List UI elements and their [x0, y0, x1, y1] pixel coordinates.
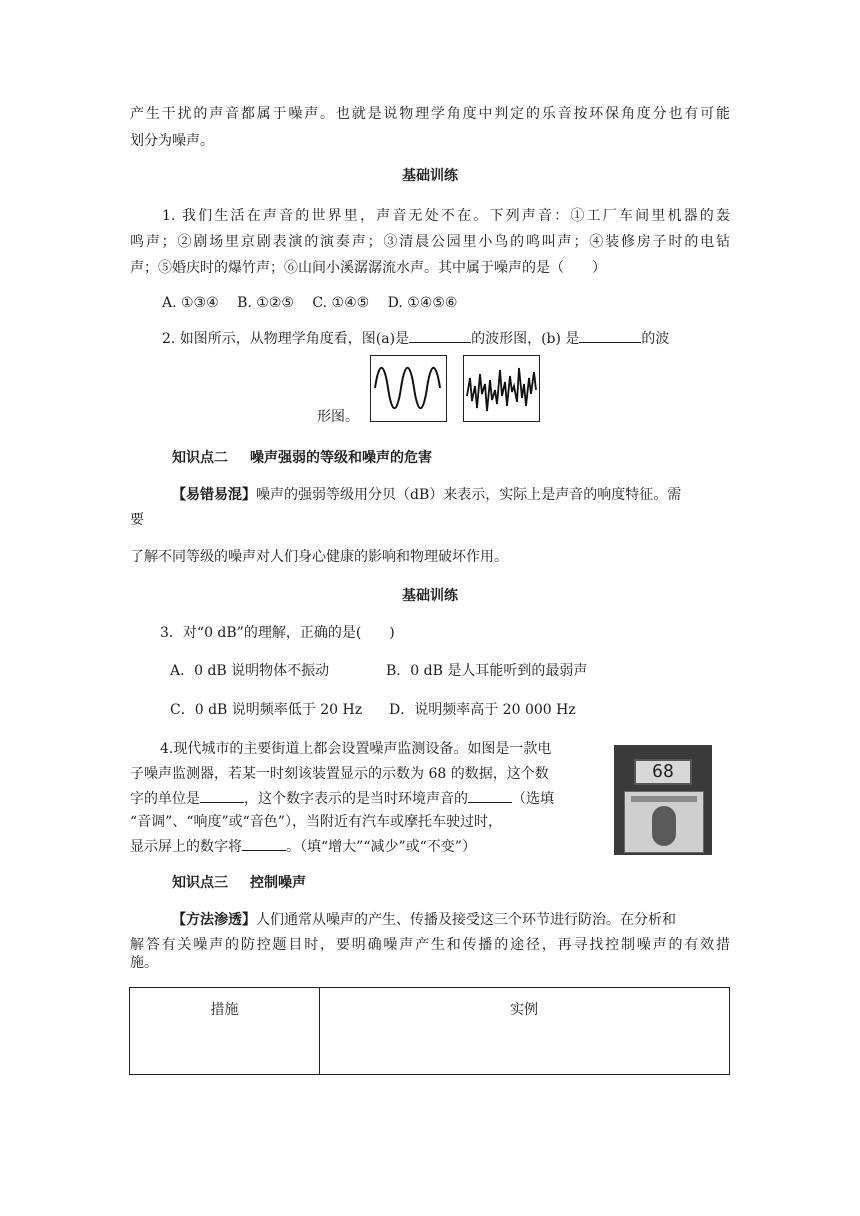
waveform-b-image [463, 355, 540, 422]
q4-line-3 [130, 788, 554, 809]
method-line-3: 施。 [130, 955, 158, 971]
q2-line-1 [162, 328, 669, 349]
q4-line-2: 子噪声监测器，若某一时刻该装置显示的示数为 68 的数据，这个数 [130, 766, 549, 782]
kp2-label: 知识点二 [172, 450, 228, 466]
q1-line-3: 声；⑤婚庆时的爆竹声；⑥山间小溪潺潺流水声。其中属于噪声的是（ ） [130, 260, 606, 276]
section-heading-2: 基础训练 [402, 588, 458, 604]
q3-option-c: C．0 dB 说明频率低于 20 Hz [170, 702, 363, 718]
q4-line-4: “音调”、“响度”或“音色”），当附近有汽车或摩托车驶过时， [130, 814, 502, 830]
kp3-label: 知识点三 [172, 875, 228, 891]
q3-option-b: B．0 dB 是人耳能听到的最弱声 [386, 663, 588, 679]
q4-text-3a: 字的单位是 [130, 791, 200, 807]
q4-blank-unit[interactable] [200, 788, 244, 803]
monitor-panel [624, 791, 704, 853]
table-header-measures: 措施 [210, 1002, 239, 1018]
noise-monitor-photo [614, 745, 712, 855]
q4-text-5a: 显示屏上的数字将 [130, 839, 242, 855]
q3-stem: 3．对“0 dB”的理解，正确的是( ) [160, 625, 395, 641]
measures-table [129, 987, 730, 1075]
q4-blank-property[interactable] [468, 788, 512, 803]
method-line-1 [172, 910, 676, 930]
monitor-display: 68 [634, 759, 692, 785]
q4-line-5 [130, 836, 476, 857]
q2-blank-a[interactable] [409, 328, 471, 343]
noise-wave-icon [464, 356, 539, 421]
method-text: 人们通常从噪声的产生、传播及接受这三个环节进行防治。在分析和 [256, 912, 676, 928]
q3-option-d: D．说明频率高于 20 000 Hz [389, 702, 576, 718]
kp2-title: 噪声强弱的等级和噪声的危害 [250, 450, 432, 466]
kp3-title: 控制噪声 [250, 875, 306, 891]
q1-line-2: 鸣声；②剧场里京剧表演的演奏声；③清晨公园里小鸟的鸣叫声；④装修房子时的电钻 [130, 234, 730, 250]
q2-text-part2: 的波形图，(b) 是 [471, 331, 580, 347]
knowledge-point-3-heading [172, 873, 306, 893]
intro-line-2: 划分为噪声。 [130, 133, 214, 149]
easy-mistake-line-3: 了解不同等级的噪声对人们身心健康的影响和物理破坏作用。 [130, 549, 508, 565]
easy-mistake-text: 噪声的强弱等级用分贝（dB）来表示，实际上是声音的响度特征。需 [256, 487, 682, 503]
q1-line-1: 1. 我们生活在声音的世界里，声音无处不在。下列声音：①工厂车间里机器的轰 [162, 208, 730, 224]
q4-text-3b: ，这个数字表示的是当时环境声音的 [244, 791, 468, 807]
q4-text-5b: 。（填“增大”“减少”或“不变”） [286, 839, 476, 855]
waveform-a-image [370, 355, 447, 422]
table-header-examples: 实例 [510, 1002, 538, 1018]
q2-text-part1: 2. 如图所示，从物理学角度看，图(a)是 [162, 331, 410, 347]
method-tag: 【方法渗透】 [172, 912, 256, 928]
section-heading-1: 基础训练 [402, 168, 458, 184]
easy-mistake-line-1 [172, 485, 681, 505]
intro-line-1: 产生干扰的声音都属于噪声。也就是说物理学角度中判定的乐音按环保角度分也有可能 [130, 106, 730, 122]
q2-text-part3: 的波 [641, 331, 670, 347]
sine-wave-icon [371, 356, 446, 421]
knowledge-point-2-heading [172, 448, 432, 468]
q4-blank-change[interactable] [242, 836, 286, 851]
method-line-2: 解答有关噪声的防控题目时，要明确噪声产生和传播的途径，再寻找控制噪声的有效措 [130, 937, 730, 953]
easy-mistake-line-2: 要 [130, 512, 144, 528]
q1-options: A. ①③④ B. ①②⑤ C. ①④⑤ D. ①④⑤⑥ [162, 295, 458, 311]
q2-line-2: 形图。 [317, 409, 359, 425]
q4-line-1: 4.现代城市的主要街道上都会设置噪声监测设备。如图是一款电 [160, 741, 552, 757]
easy-mistake-tag: 【易错易混】 [172, 487, 256, 503]
q2-blank-b[interactable] [579, 328, 641, 343]
q3-option-a: A．0 dB 说明物体不振动 [170, 663, 330, 679]
q4-text-3c: （选填 [512, 791, 554, 807]
